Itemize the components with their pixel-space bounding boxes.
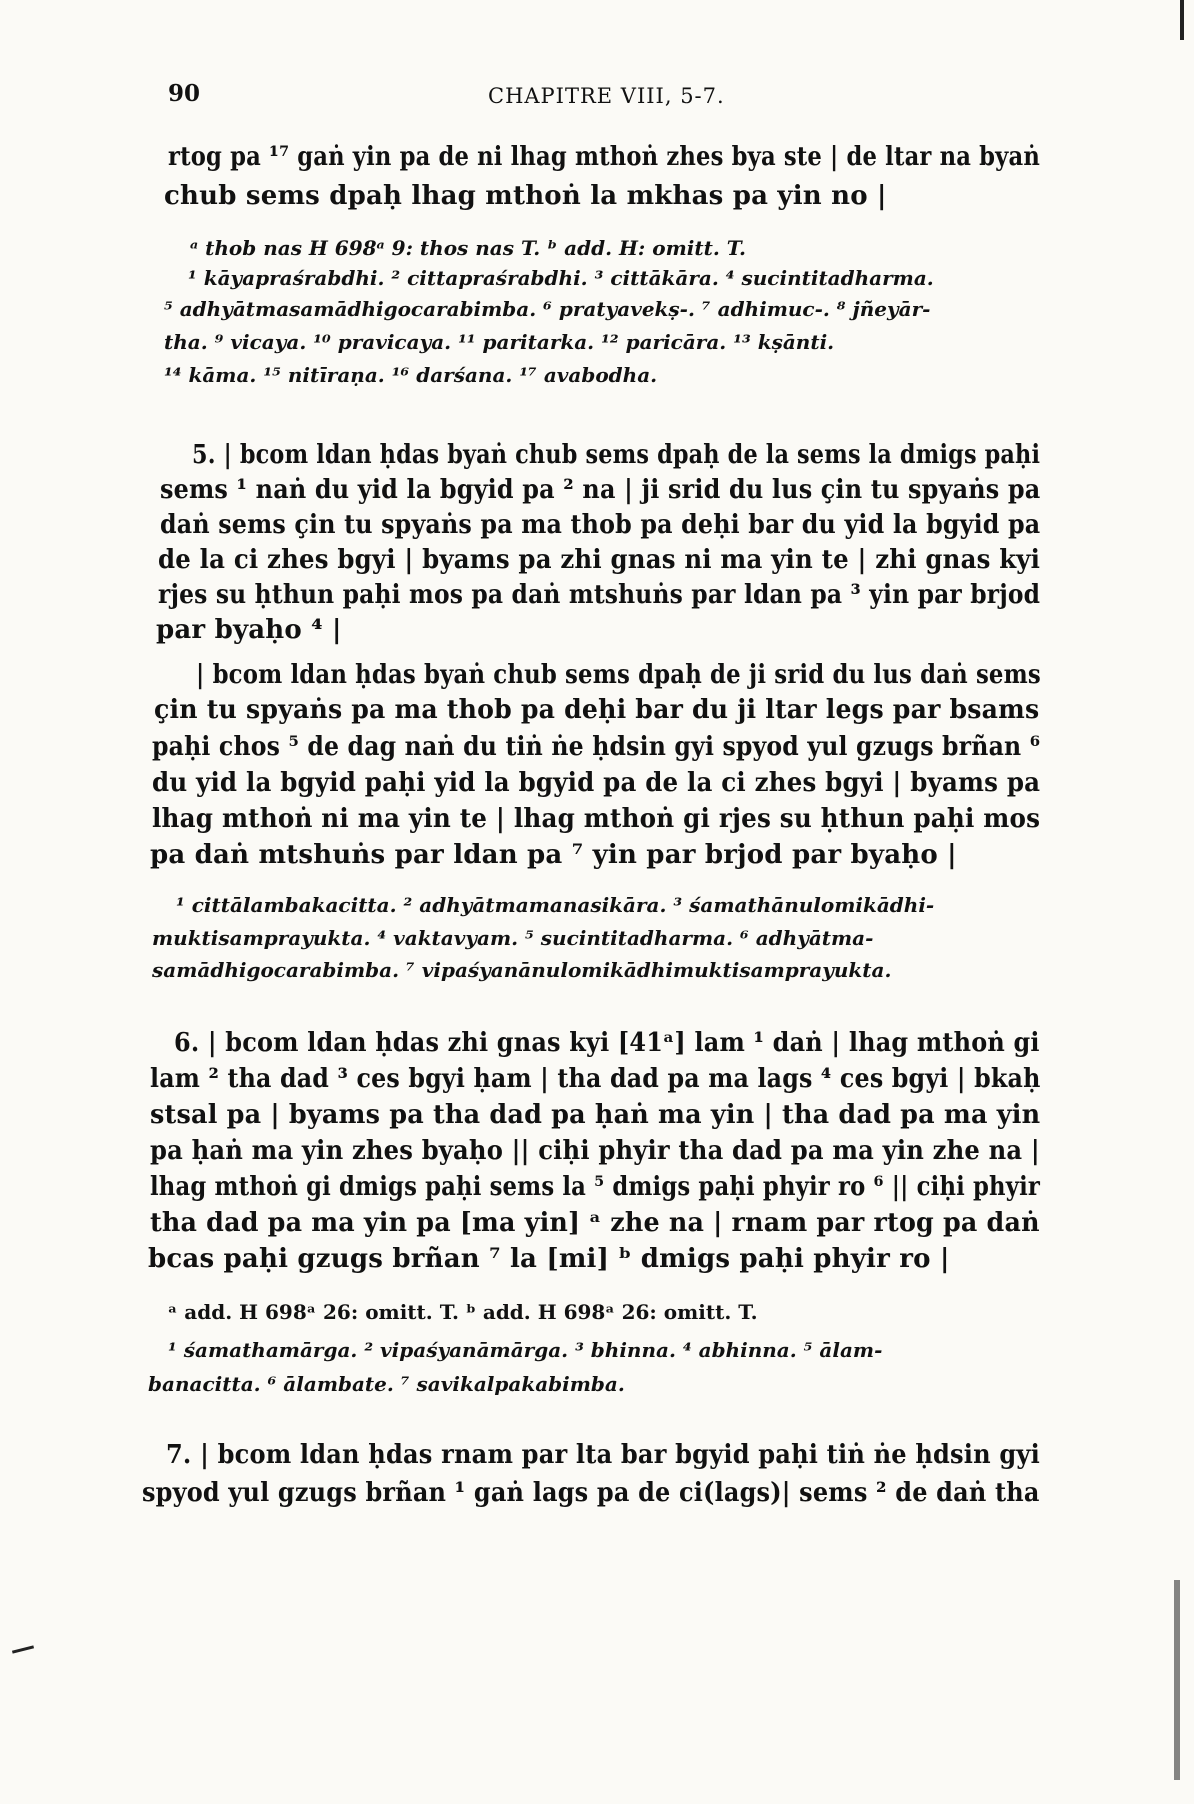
footnote-line: ¹ śamathamārga. ² vipaśyanāmārga. ³ bhinna. ⁴ abhinna. ⁵ ālam-	[168, 1338, 883, 1362]
text-line: lam ² tha dad ³ ces bgyi ḥam | tha dad pa ma lags ⁴ ces bgyi | bkaḥ	[150, 1064, 1041, 1094]
scan-stray-mark	[12, 1645, 34, 1653]
text-line: bcas paḥi gzugs brñan ⁷ la [mi] ᵇ dmigs paḥi phyir ro |	[148, 1244, 950, 1274]
text-line: 7. | bcom ldan ḥdas rnam par lta bar bgyid paḥi tiṅ ṅe ḥdsin gyi	[166, 1440, 1040, 1470]
footnote-line: muktisamprayukta. ⁴ vaktavyam. ⁵ sucintitadharma. ⁶ adhyātma-	[152, 926, 874, 950]
running-head: CHAPITRE VIII, 5-7.	[488, 84, 725, 108]
text-line: de la ci zhes bgyi | byams pa zhi gnas ni ma yin te | zhi gnas kyi	[158, 545, 1041, 575]
footnote-line: ¹ kāyapraśrabdhi. ² cittapraśrabdhi. ³ cittākāra. ⁴ sucintitadharma.	[188, 266, 934, 290]
page-header	[168, 80, 1048, 120]
text-line: du yid la bgyid paḥi yid la bgyid pa de la ci zhes bgyi | byams pa	[152, 768, 1041, 798]
text-line: pa ḥaṅ ma yin zhes byaḥo || ciḥi phyir tha dad pa ma yin zhe na |	[150, 1136, 1040, 1166]
text-line: lhag mthoṅ gi dmigs paḥi sems la ⁵ dmigs paḥi phyir ro ⁶ || ciḥi phyir	[150, 1172, 1041, 1202]
footnote-line: ⁵ adhyātmasamādhigocarabimba. ⁶ pratyavekṣ-. ⁷ adhimuc-. ⁸ jñeyār-	[164, 297, 931, 321]
scan-edge-mark	[1180, 0, 1184, 40]
text-line: çin tu spyaṅs pa ma thob pa deḥi bar du ji ltar legs par bsams	[154, 695, 1040, 725]
footnote-line: ᵃ thob nas H 698ᵃ 9: thos nas T. ᵇ add. H: omitt. T.	[190, 236, 747, 260]
text-line: sems ¹ naṅ du yid la bgyid pa ² na | ji srid du lus çin tu spyaṅs pa	[160, 475, 1041, 505]
text-line: daṅ sems çin tu spyaṅs pa ma thob pa deḥi bar du yid la bgyid pa	[160, 510, 1041, 540]
text-line: stsal pa | byams pa tha dad pa ḥaṅ ma yin | tha dad pa ma yin	[150, 1100, 1041, 1130]
footnote-line: banacitta. ⁶ ālambate. ⁷ savikalpakabimba.	[148, 1372, 625, 1396]
page-number: 90	[168, 80, 201, 107]
text-line: rtog pa ¹⁷ gaṅ yin pa de ni lhag mthoṅ zhes bya ste | de ltar na byaṅ	[168, 142, 1040, 172]
footnote-line: ᵃ add. H 698ᵃ 26: omitt. T. ᵇ add. H 698ᵃ 26: omitt. T.	[168, 1300, 758, 1324]
footnote-line: samādhigocarabimba. ⁷ vipaśyanānulomikādhimuktisamprayukta.	[152, 958, 892, 982]
text-line: tha dad pa ma yin pa [ma yin] ᵃ zhe na | rnam par rtog pa daṅ	[150, 1208, 1040, 1238]
text-line: | bcom ldan ḥdas byaṅ chub sems dpaḥ de ji srid du lus daṅ sems	[196, 660, 1041, 690]
text-line: 6. | bcom ldan ḥdas zhi gnas kyi [41ᵃ] lam ¹ daṅ | lhag mthoṅ gi	[174, 1028, 1040, 1058]
text-line: chub sems dpaḥ lhag mthoṅ la mkhas pa yin no |	[164, 181, 887, 211]
text-line: lhag mthoṅ ni ma yin te | lhag mthoṅ gi rjes su ḥthun paḥi mos	[152, 804, 1041, 834]
scan-edge-mark	[1174, 1580, 1180, 1780]
footnote-line: tha. ⁹ vicaya. ¹⁰ pravicaya. ¹¹ paritarka. ¹² paricāra. ¹³ kṣānti.	[164, 330, 835, 354]
text-line: spyod yul gzugs brñan ¹ gaṅ lags pa de ci(lags)| sems ² de daṅ tha	[142, 1478, 1040, 1508]
text-line: pa daṅ mtshuṅs par ldan pa ⁷ yin par brjod par byaḥo |	[150, 840, 957, 870]
footnote-line: ¹ cittālambakacitta. ² adhyātmamanasikāra. ³ śamathānulomikādhi-	[176, 893, 935, 917]
text-line: par byaḥo ⁴ |	[156, 615, 342, 645]
footnote-line: ¹⁴ kāma. ¹⁵ nitīraṇa. ¹⁶ darśana. ¹⁷ avabodha.	[164, 363, 658, 387]
text-line: paḥi chos ⁵ de dag naṅ du tiṅ ṅe ḥdsin gyi spyod yul gzugs brñan ⁶	[152, 732, 1041, 762]
text-line: 5. | bcom ldan ḥdas byaṅ chub sems dpaḥ de la sems la dmigs paḥi	[192, 440, 1041, 470]
text-line: rjes su ḥthun paḥi mos pa daṅ mtshuṅs par ldan pa ³ yin par brjod	[158, 580, 1041, 610]
